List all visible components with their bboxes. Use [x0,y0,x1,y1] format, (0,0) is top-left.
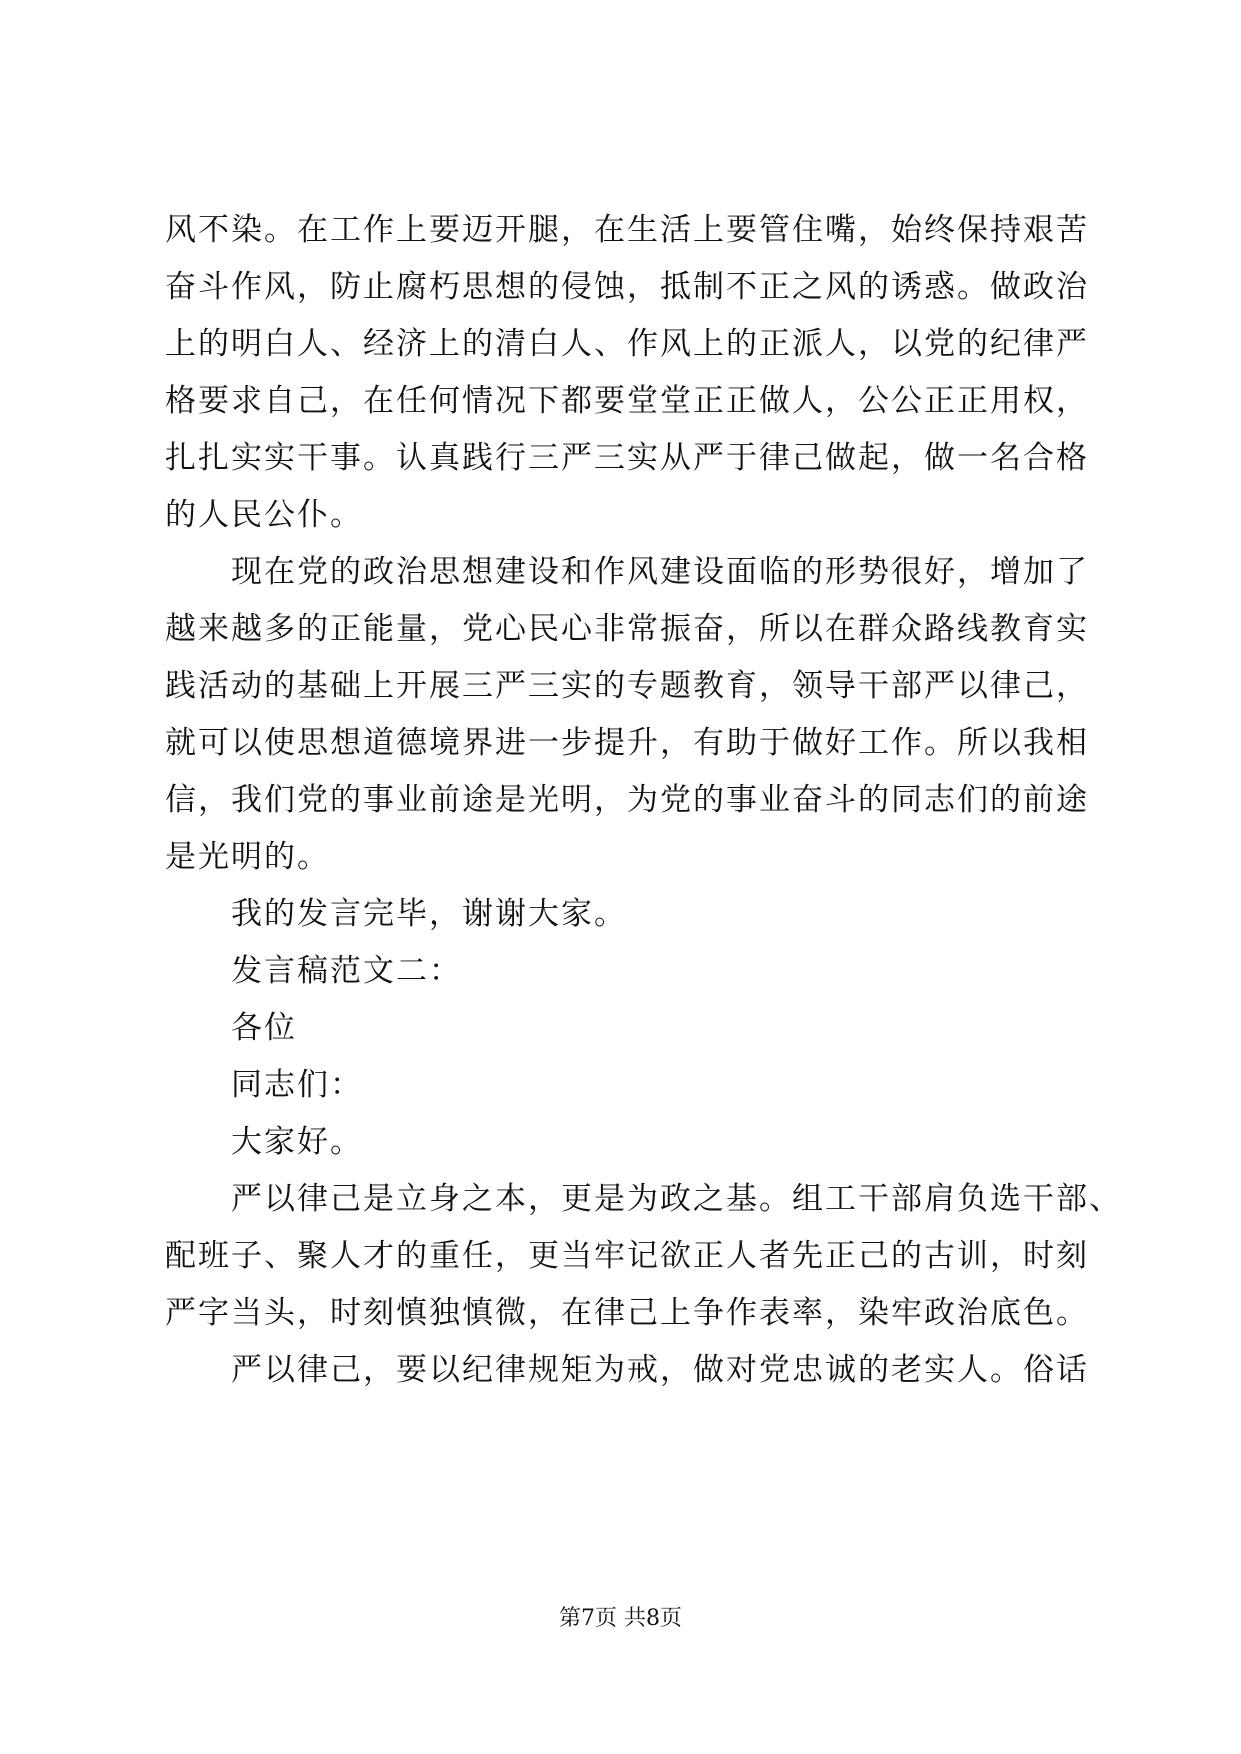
text-line: 格要求自己，在任何情况下都要堂堂正正做人，公公正正用权， [165,383,1089,419]
paragraph-first-line: 严以律己，要以纪律规矩为戒，做对党忠诚的老实人。俗话 [231,1352,1089,1388]
text-line: 践活动的基础上开展三严三实的专题教育，领导干部严以律己， [165,668,1089,704]
text-line: 信，我们党的事业前途是光明，为党的事业奋斗的同志们的前途 [165,782,1089,818]
paragraph-first-line: 我的发言完毕，谢谢大家。 [231,896,627,932]
greeting-line: 大家好。 [231,1124,363,1160]
paragraph-first-line: 现在党的政治思想建设和作风建设面临的形势很好，增加了 [231,554,1089,590]
section-heading: 发言稿范文二： [231,953,462,989]
text-line: 严字当头，时刻慎独慎微，在律己上争作表率，染牢政治底色。 [165,1295,1089,1331]
salutation-line: 同志们： [231,1067,363,1103]
page-number-footer: 第7页 共8页 [559,1606,682,1631]
text-line: 的人民公仆。 [165,497,363,533]
text-line: 上的明白人、经济上的清白人、作风上的正派人，以党的纪律严 [165,326,1089,362]
salutation-line: 各位 [231,1010,297,1046]
text-line: 就可以使思想道德境界进一步提升，有助于做好工作。所以我相 [165,725,1089,761]
text-line: 扎扎实实干事。认真践行三严三实从严于律己做起，做一名合格 [165,440,1089,476]
text-line: 配班子、聚人才的重任，更当牢记欲正人者先正己的古训，时刻 [165,1238,1089,1274]
paragraph-first-line: 严以律己是立身之本，更是为政之基。组工干部肩负选干部、 [231,1181,1122,1217]
text-line: 奋斗作风，防止腐朽思想的侵蚀，抵制不正之风的诱惑。做政治 [165,269,1089,305]
text-line: 越来越多的正能量，党心民心非常振奋，所以在群众路线教育实 [165,611,1089,647]
text-line: 风不染。在工作上要迈开腿，在生活上要管住嘴，始终保持艰苦 [165,212,1089,248]
text-line: 是光明的。 [165,839,330,875]
